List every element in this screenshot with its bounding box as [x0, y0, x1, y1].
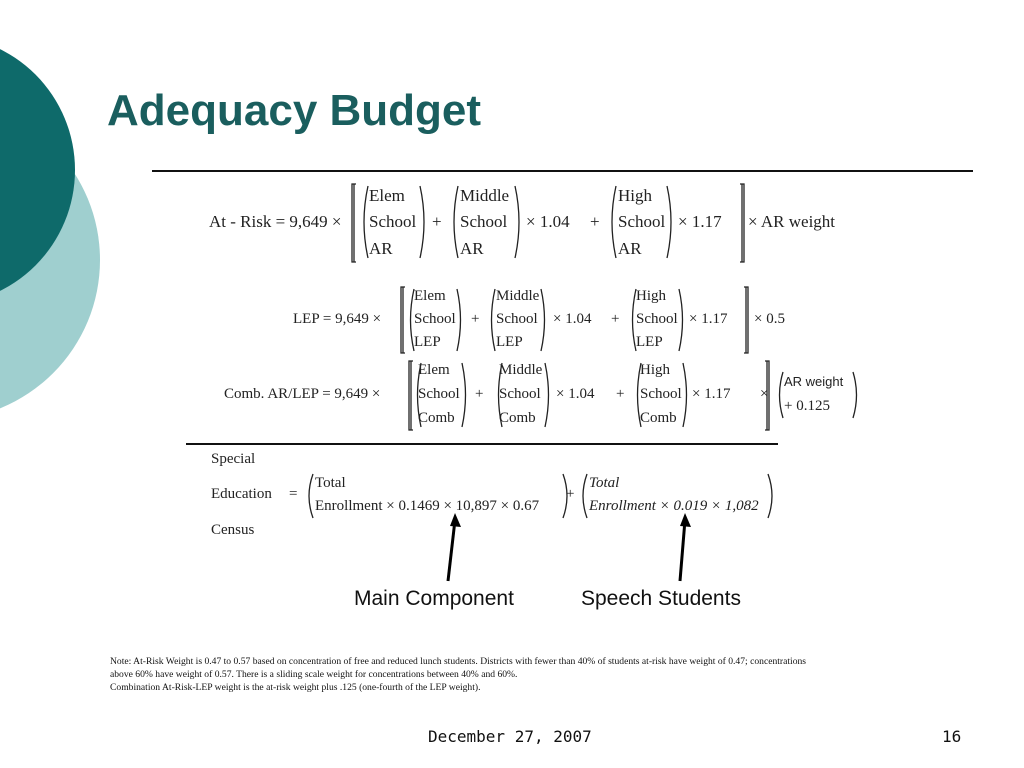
comb-tail-line1: AR weight: [784, 374, 844, 389]
comb-mult2: × 1.04: [556, 386, 595, 402]
comb-g3-line2: School: [640, 386, 682, 402]
at-risk-g1-line1: Elem: [369, 186, 405, 205]
at-risk-tail: × AR weight: [748, 212, 836, 231]
comb-g1-line3: Comb: [418, 410, 455, 426]
lep-g1-line3: LEP: [414, 334, 441, 350]
at-risk-mult3: × 1.17: [678, 212, 722, 231]
at-risk-g2-line1: Middle: [460, 186, 510, 205]
lep-g2-line2: School: [496, 311, 538, 327]
comb-tail-line2: + 0.125: [784, 398, 830, 414]
lep-g1-line1: Elem: [414, 288, 446, 304]
at-risk-g1-line3: AR: [369, 239, 393, 258]
comb-plus2: +: [616, 386, 625, 402]
at-risk-plus2: +: [590, 212, 600, 231]
special-ed-term1-line2: Enrollment × 0.1469 × 10,897 × 0.67: [315, 498, 540, 514]
special-ed-term2-line1: Total: [589, 475, 620, 491]
special-ed-plus: +: [566, 486, 575, 502]
footnote-line-3: Combination At-Risk-LEP weight is the at-risk weight plus .125 (one-fourth of the LEP weight).: [110, 682, 481, 693]
comb-g2-line1: Middle: [499, 362, 543, 378]
lep-mult2: × 1.04: [553, 311, 592, 327]
lep-g1-line2: School: [414, 311, 456, 327]
comb-g3-line3: Comb: [640, 410, 677, 426]
at-risk-lhs: At - Risk = 9,649 ×: [209, 212, 342, 231]
footer-date: December 27, 2007: [428, 727, 592, 746]
special-ed-term1-line1: Total: [315, 475, 346, 491]
lep-g3-line1: High: [636, 288, 666, 304]
at-risk-g3-line3: AR: [618, 239, 642, 258]
at-risk-g2-line3: AR: [460, 239, 484, 258]
comb-g1-line1: Elem: [418, 362, 450, 378]
comb-g2-line3: Comb: [499, 410, 536, 426]
lep-g2-line3: LEP: [496, 334, 523, 350]
comb-lhs: Comb. AR/LEP = 9,649 ×: [224, 386, 381, 402]
footnote-line-2: above 60% have weight of 0.57. There is a sliding scale weight for concentrations between 40% and 60%.: [110, 669, 518, 680]
speech-students-label: Speech Students: [581, 587, 741, 610]
lep-g2-line1: Middle: [496, 288, 540, 304]
at-risk-g1-line2: School: [369, 212, 417, 231]
special-ed-lhs-line1: Special: [211, 451, 256, 467]
lep-plus2: +: [611, 311, 620, 327]
lep-mult3: × 1.17: [689, 311, 728, 327]
comb-g2-line2: School: [499, 386, 541, 402]
lep-lhs: LEP = 9,649 ×: [293, 311, 382, 327]
at-risk-mult2: × 1.04: [526, 212, 570, 231]
at-risk-plus1: +: [432, 212, 442, 231]
lep-tail: × 0.5: [754, 311, 785, 327]
at-risk-g3-line2: School: [618, 212, 666, 231]
special-ed-lhs-line3: Census: [211, 522, 255, 538]
footnote: [110, 655, 930, 694]
arrows: [448, 513, 691, 581]
comb-g1-line2: School: [418, 386, 460, 402]
comb-mult4: ×: [760, 386, 769, 402]
footnote-line-1: Note: At-Risk Weight is 0.47 to 0.57 based on concentration of free and reduced lunch students. Districts with fewer than 40% of students at-risk have weight of 0.47; concentrations: [110, 656, 807, 667]
comb-mult3: × 1.17: [692, 386, 731, 402]
lep-g3-line2: School: [636, 311, 678, 327]
lep-g3-line3: LEP: [636, 334, 663, 350]
comb-plus1: +: [475, 386, 484, 402]
page-number: 16: [942, 727, 962, 746]
at-risk-g2-line2: School: [460, 212, 508, 231]
lep-plus1: +: [471, 311, 480, 327]
main-component-label: Main Component: [354, 587, 514, 610]
special-ed-lhs-line2: Education: [211, 486, 272, 502]
special-ed-term2-line2: Enrollment × 0.019 × 1,082: [589, 498, 759, 514]
special-ed-equals: =: [289, 486, 298, 502]
comb-g3-line1: High: [640, 362, 670, 378]
at-risk-g3-line1: High: [618, 186, 652, 205]
slide-title: Adequacy Budget: [107, 86, 482, 135]
